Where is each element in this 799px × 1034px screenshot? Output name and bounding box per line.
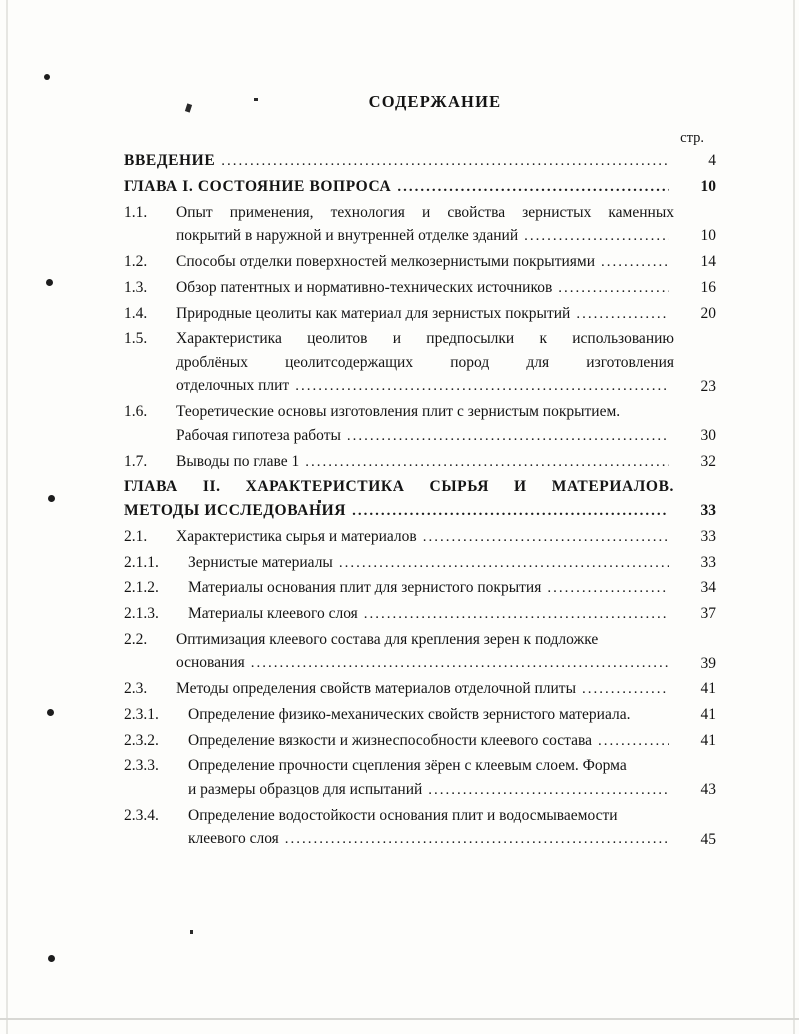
dot-leader bbox=[305, 451, 669, 474]
toc-page-number: 10 bbox=[700, 227, 716, 245]
toc-number: 1.2. bbox=[124, 252, 148, 270]
toc-entry-chapter-2 bbox=[124, 475, 716, 522]
toc-number: 2.1.2. bbox=[124, 579, 159, 597]
toc-label: Материалы основания плит для зернистого покрытия bbox=[188, 579, 542, 597]
toc-label-cont: МЕТОДЫ ИССЛЕДОВАНИЯ bbox=[124, 501, 347, 519]
scan-speck bbox=[190, 930, 193, 934]
toc-page-number: 43 bbox=[700, 781, 716, 799]
dot-leader bbox=[339, 552, 669, 575]
toc-page-number: 20 bbox=[700, 304, 716, 322]
dot-leader bbox=[285, 828, 669, 851]
toc-number: 2.2. bbox=[124, 630, 148, 648]
toc-page-number: 33 bbox=[700, 527, 716, 545]
toc-entry-1-4 bbox=[124, 302, 716, 326]
dot-leader bbox=[295, 375, 669, 398]
toc-label-cont: и размеры образцов для испытаний bbox=[188, 780, 423, 798]
toc-page-number: 33 bbox=[700, 502, 716, 520]
toc-label: ГЛАВА II. ХАРАКТЕРИСТИКА СЫРЬЯ И МАТЕРИАЛОВ. bbox=[124, 478, 674, 496]
toc-label: Материалы клеевого слоя bbox=[188, 605, 358, 623]
toc-label: Зернистые материалы bbox=[188, 553, 333, 571]
margin-mark bbox=[48, 955, 55, 962]
dot-leader bbox=[352, 500, 669, 523]
toc-number: 2.3.2. bbox=[124, 731, 159, 749]
dot-leader bbox=[576, 303, 669, 326]
page-title: СОДЕРЖАНИЕ bbox=[368, 92, 502, 111]
toc-label-cont: отделочных плит bbox=[176, 377, 290, 395]
toc-page-number: 16 bbox=[700, 278, 716, 296]
toc-label-cont: клеевого слоя bbox=[188, 830, 279, 848]
toc-page-number: 41 bbox=[700, 731, 716, 749]
dot-leader bbox=[397, 176, 669, 199]
toc-page-number: 45 bbox=[700, 830, 716, 848]
toc-label: Характеристика цеолитов и предпосылки к использованию bbox=[176, 330, 674, 348]
toc-entry-chapter-1 bbox=[124, 175, 716, 199]
toc-entry-1-2 bbox=[124, 250, 716, 274]
toc-entry-2-1-2 bbox=[124, 576, 716, 600]
dot-leader bbox=[423, 526, 669, 549]
toc-page-number: 4 bbox=[708, 152, 716, 169]
dot-leader bbox=[598, 730, 669, 753]
dot-leader bbox=[347, 425, 669, 448]
toc-entry-2-3-1 bbox=[124, 703, 716, 727]
toc-label: Определение прочности сцепления зёрен с клеевым слоем. Форма bbox=[188, 757, 627, 775]
scan-edge-bottom bbox=[0, 1018, 799, 1020]
scan-edge-right bbox=[793, 0, 795, 1034]
toc-number: 2.3. bbox=[124, 680, 148, 698]
toc-number: 2.1.3. bbox=[124, 605, 159, 623]
toc-number: 1.5. bbox=[124, 330, 148, 348]
toc-number: 1.4. bbox=[124, 304, 148, 322]
dot-leader bbox=[582, 678, 669, 701]
dot-leader bbox=[428, 779, 669, 802]
toc-entry-2-3 bbox=[124, 677, 716, 701]
toc-page-number: 41 bbox=[700, 706, 716, 724]
toc-page-number: 10 bbox=[700, 177, 716, 195]
toc-entry-2-1-3 bbox=[124, 602, 716, 626]
toc-number: 1.6. bbox=[124, 403, 148, 421]
dot-leader bbox=[558, 277, 669, 300]
dot-leader bbox=[547, 577, 669, 600]
toc-entry-2-1-1 bbox=[124, 551, 716, 575]
toc-label: Методы определения свойств материалов отделочной плиты bbox=[176, 680, 576, 698]
margin-mark bbox=[44, 74, 50, 80]
toc-number: 1.3. bbox=[124, 278, 148, 296]
toc-entry-introduction bbox=[124, 149, 716, 173]
toc-label: Оптимизация клеевого состава для крепления зерен к подложке bbox=[176, 630, 599, 648]
toc-entry-2-3-2 bbox=[124, 729, 716, 753]
toc-page-number: 37 bbox=[700, 605, 716, 623]
toc-page-number: 34 bbox=[700, 579, 716, 597]
toc-label: Определение водостойкости основания плит и водосмываемости bbox=[188, 806, 618, 824]
toc-number: 1.7. bbox=[124, 452, 148, 470]
toc-label-cont: основания bbox=[176, 654, 245, 672]
toc-label: Способы отделки поверхностей мелкозернистыми покрытиями bbox=[176, 252, 596, 270]
scan-edge-left bbox=[6, 0, 8, 1034]
toc-entry-1-7 bbox=[124, 450, 716, 474]
toc-entry-1-3 bbox=[124, 276, 716, 300]
toc-label: Определение вязкости и жизнеспособности клеевого состава bbox=[188, 731, 592, 749]
toc-label: Характеристика сырья и материалов bbox=[176, 527, 417, 545]
toc-page-number: 14 bbox=[700, 252, 716, 270]
toc-label: ВВЕДЕНИЕ bbox=[124, 152, 216, 169]
toc-page-number: 41 bbox=[700, 680, 716, 698]
toc-entry-1-1 bbox=[124, 201, 716, 248]
toc-page-number: 32 bbox=[700, 452, 716, 470]
toc-label-cont: покрытий в наружной и внутренней отделке зданий bbox=[176, 227, 519, 245]
toc-label: ГЛАВА I. СОСТОЯНИЕ ВОПРОСА bbox=[124, 177, 392, 195]
toc-entry-2-1 bbox=[124, 525, 716, 549]
dot-leader bbox=[251, 652, 669, 675]
toc-label-cont: Рабочая гипотеза работы bbox=[176, 426, 341, 444]
toc-entry-1-5 bbox=[124, 327, 716, 398]
margin-mark bbox=[46, 279, 53, 286]
toc-entry-1-6 bbox=[124, 400, 716, 447]
dot-leader bbox=[221, 150, 669, 173]
toc-label: Обзор патентных и нормативно-технических источников bbox=[176, 278, 553, 296]
table-of-contents bbox=[124, 149, 716, 851]
dot-leader bbox=[524, 225, 669, 248]
dot-leader bbox=[601, 251, 669, 274]
toc-number: 1.1. bbox=[124, 203, 148, 221]
toc-entry-2-3-4 bbox=[124, 804, 716, 851]
toc-label: Теоретические основы изготовления плит с зернистым покрытием. bbox=[176, 403, 621, 421]
toc-label: Определение физико-механических свойств зернистого материала. bbox=[188, 706, 631, 724]
page-column-label: стр. bbox=[680, 130, 704, 146]
toc-label: Выводы по главе 1 bbox=[176, 452, 300, 470]
toc-entry-2-3-3 bbox=[124, 754, 716, 801]
toc-number: 2.3.4. bbox=[124, 806, 159, 824]
toc-entry-2-2 bbox=[124, 628, 716, 675]
dot-leader bbox=[364, 603, 669, 626]
toc-page-number: 23 bbox=[700, 377, 716, 395]
toc-page-number: 30 bbox=[700, 427, 716, 445]
toc-number: 2.3.3. bbox=[124, 757, 159, 775]
toc-number: 2.3.1. bbox=[124, 706, 159, 724]
toc-number: 2.1. bbox=[124, 527, 148, 545]
page-content bbox=[124, 80, 716, 853]
toc-label: Опыт применения, технология и свойства зернистых каменных bbox=[176, 203, 674, 221]
toc-page-number: 39 bbox=[700, 654, 716, 672]
toc-label: Природные цеолиты как материал для зернистых покрытий bbox=[176, 304, 571, 322]
margin-mark bbox=[48, 495, 55, 502]
toc-number: 2.1.1. bbox=[124, 553, 159, 571]
margin-mark bbox=[47, 709, 54, 716]
toc-label-cont: дроблёных цеолитсодержащих пород для изготовления bbox=[176, 353, 674, 371]
toc-page-number: 33 bbox=[700, 553, 716, 571]
